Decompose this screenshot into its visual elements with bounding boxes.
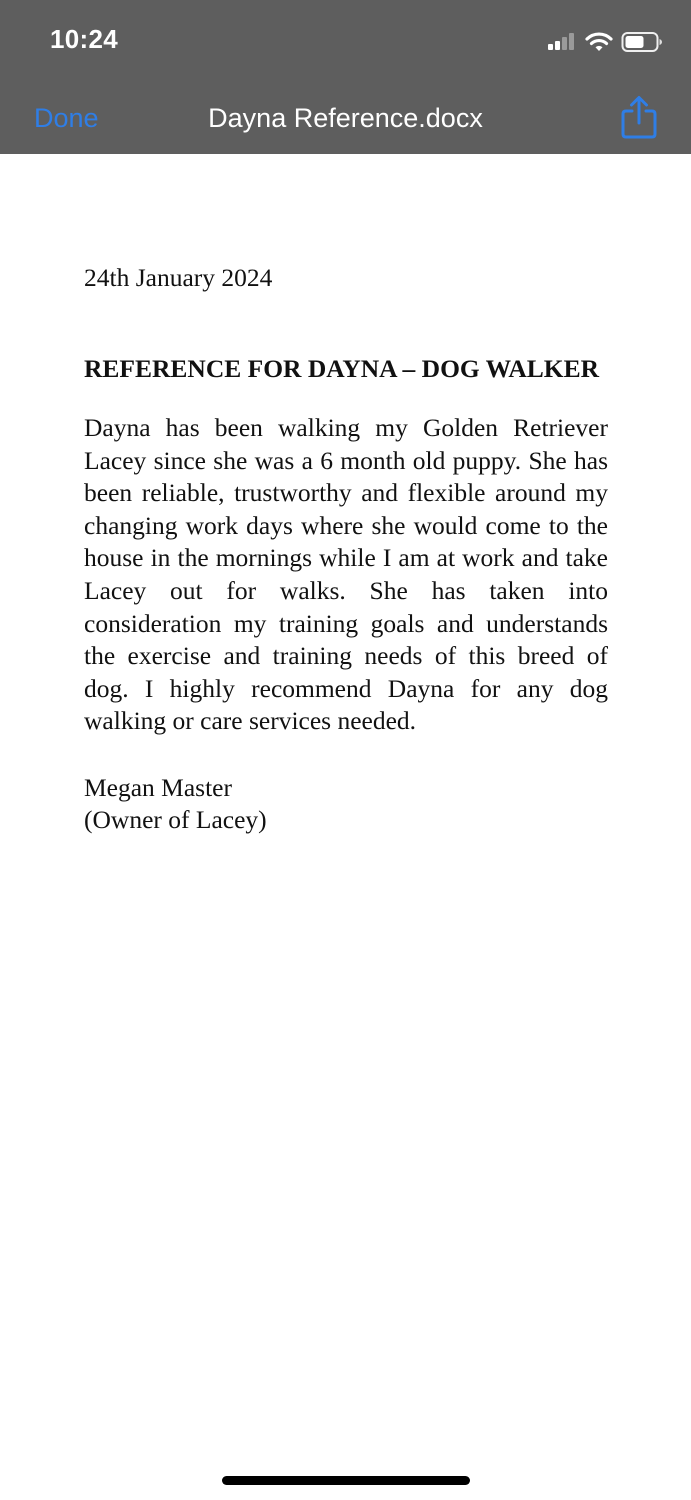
document-page [84, 262, 608, 837]
navigation-bar [0, 84, 691, 154]
signature-name: Megan Master [84, 772, 232, 802]
status-bar [0, 0, 691, 84]
home-indicator[interactable] [222, 1476, 470, 1485]
top-bar [0, 0, 691, 154]
done-button[interactable]: Done [34, 103, 99, 133]
document-body: Dayna has been walking my Golden Retriever Lacey since she was a 6 month old puppy. She has been reliable, trustworthy and flexible around my changing work days where she would come to the house in the mornings while I am at work and take Lacey out for walks. She has taken into consideration my training goals and understands the exercise and training needs of this breed of dog. I highly recommend Dayna for any dog walking or care services needed. [84, 413, 608, 736]
share-icon[interactable] [619, 94, 659, 140]
document-date: 24th January 2024 [84, 263, 273, 292]
document-title: Dayna Reference.docx [208, 103, 483, 133]
status-time: 10:24 [50, 24, 118, 54]
battery-icon [621, 31, 663, 53]
cellular-signal-icon [547, 32, 577, 52]
wifi-icon [585, 31, 613, 53]
signature-block [84, 772, 608, 837]
status-icons [547, 28, 663, 56]
document-heading: REFERENCE FOR DAYNA – DOG WALKER [84, 354, 600, 383]
signature-role: (Owner of Lacey) [84, 805, 267, 835]
